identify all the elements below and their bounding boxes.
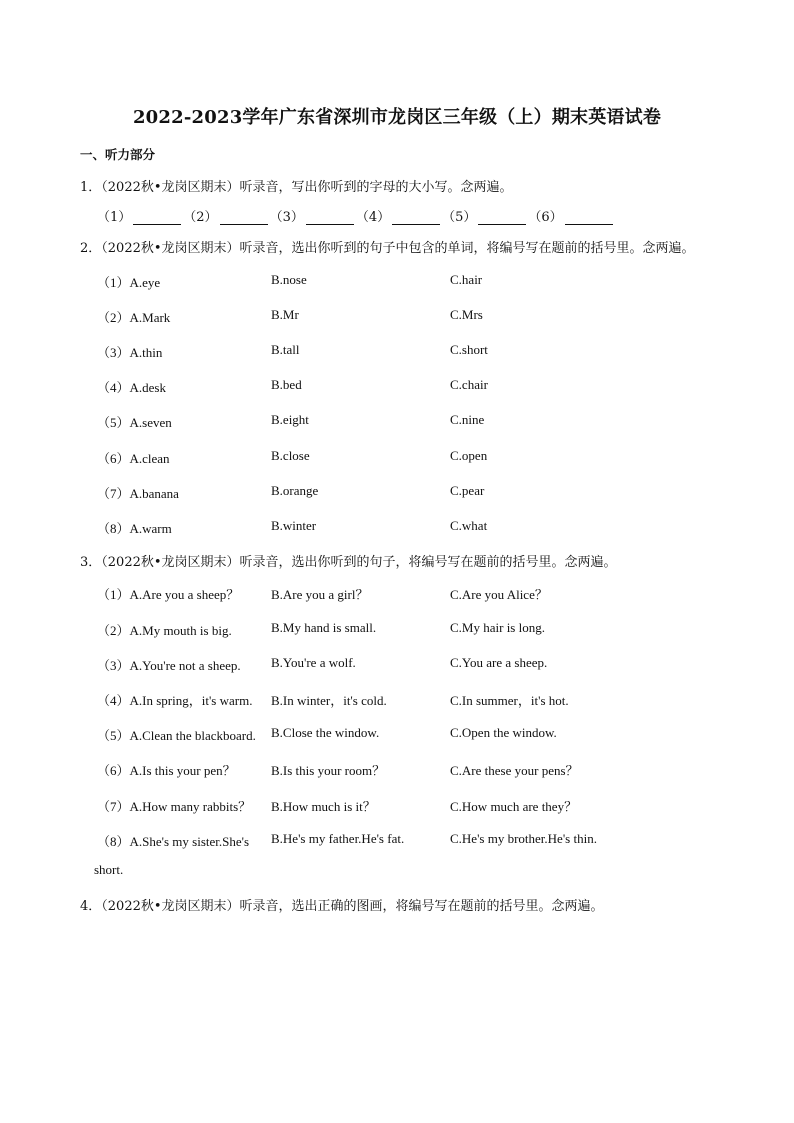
option-c: C.My hair is long. — [450, 620, 545, 635]
question-3-stem: 3．（2022秋•龙岗区期末）听录音，选出你听到的句子，将编号写在题前的括号里。念两遍。 — [80, 555, 617, 570]
option-c: C.nine — [450, 412, 485, 427]
blank-4[interactable]: （4） — [356, 206, 442, 225]
option-b: B.winter — [271, 518, 317, 533]
option-c: C.You are a sheep. — [450, 655, 548, 670]
option-b: B.eight — [271, 412, 309, 427]
option-b: B.tall — [271, 342, 300, 357]
option-a: （1）A.Are you a sheep？ — [97, 587, 240, 602]
option-a: （6）A.Is this your pen？ — [97, 763, 236, 778]
blank-6[interactable]: （6） — [528, 206, 614, 225]
option-b: B.orange — [271, 483, 319, 498]
option-c: C.what — [450, 518, 488, 533]
option-a: （1）A.eye — [97, 275, 161, 290]
option-a: （4）A.In spring，it's warm. — [97, 693, 253, 708]
option-a: （5）A.seven — [97, 415, 172, 430]
option-c: C.short — [450, 342, 488, 357]
question-1-blanks — [97, 206, 615, 225]
question-2-stem: 2．（2022秋•龙岗区期末）听录音，选出你听到的句子中包含的单词，将编号写在题前的括号里。念两遍。 — [80, 241, 695, 256]
option-a: （8）A.She's my sister.She's — [97, 834, 250, 849]
option-a: （6）A.clean — [97, 451, 170, 466]
option-b: B.Close the window. — [271, 725, 380, 740]
option-b: B.He's my father.He's fat. — [271, 831, 405, 846]
question-4-stem: 4．（2022秋•龙岗区期末）听录音，选出正确的图画，将编号写在题前的括号里。念两遍。 — [80, 899, 604, 914]
option-b: B.In winter，it's cold. — [271, 693, 387, 708]
option-a: （3）A.You're not a sheep. — [97, 658, 241, 673]
option-c: C.In summer，it's hot. — [450, 693, 569, 708]
option-a: （7）A.How many rabbits？ — [97, 799, 252, 814]
option-c: C.How much are they？ — [450, 799, 578, 814]
option-c: C.Open the window. — [450, 725, 557, 740]
option-c: C.open — [450, 448, 488, 463]
section-heading: 一、听力部分 — [80, 147, 156, 162]
question-1-stem: 1．（2022秋•龙岗区期末）听录音，写出你听到的字母的大小写。念两遍。 — [80, 180, 513, 195]
option-c: C.chair — [450, 377, 488, 392]
option-b: B.Are you a girl？ — [271, 587, 369, 602]
option-a: （2）A.Mark — [97, 310, 171, 325]
option-c: C.pear — [450, 483, 485, 498]
blank-5[interactable]: （5） — [442, 206, 528, 225]
option-b: B.nose — [271, 272, 307, 287]
q3-item-8-wrap: short. — [94, 862, 124, 877]
option-a: （2）A.My mouth is big. — [97, 623, 232, 638]
blank-1[interactable]: （1） — [97, 206, 183, 225]
option-a: （3）A.thin — [97, 345, 163, 360]
blank-2[interactable]: （2） — [183, 206, 269, 225]
option-b: B.How much is it？ — [271, 799, 376, 814]
option-c: C.He's my brother.He's thin. — [450, 831, 597, 846]
option-b: B.Mr — [271, 307, 299, 322]
option-b: B.Is this your room？ — [271, 763, 386, 778]
page-title: 2022-2023学年广东省深圳市龙岗区三年级（上）期末英语试卷 — [132, 107, 662, 128]
option-c: C.hair — [450, 272, 483, 287]
option-b: B.You're a wolf. — [271, 655, 356, 670]
option-c: C.Are you Alice？ — [450, 587, 548, 602]
option-b: B.close — [271, 448, 310, 463]
option-a: （8）A.warm — [97, 521, 172, 536]
blank-3[interactable]: （3） — [270, 206, 356, 225]
option-a: （4）A.desk — [97, 380, 166, 395]
option-b: B.My hand is small. — [271, 620, 377, 635]
option-a: （7）A.banana — [97, 486, 179, 501]
option-c: C.Mrs — [450, 307, 483, 322]
option-c: C.Are these your pens？ — [450, 763, 579, 778]
option-a: （5）A.Clean the blackboard. — [97, 728, 256, 743]
option-b: B.bed — [271, 377, 302, 392]
